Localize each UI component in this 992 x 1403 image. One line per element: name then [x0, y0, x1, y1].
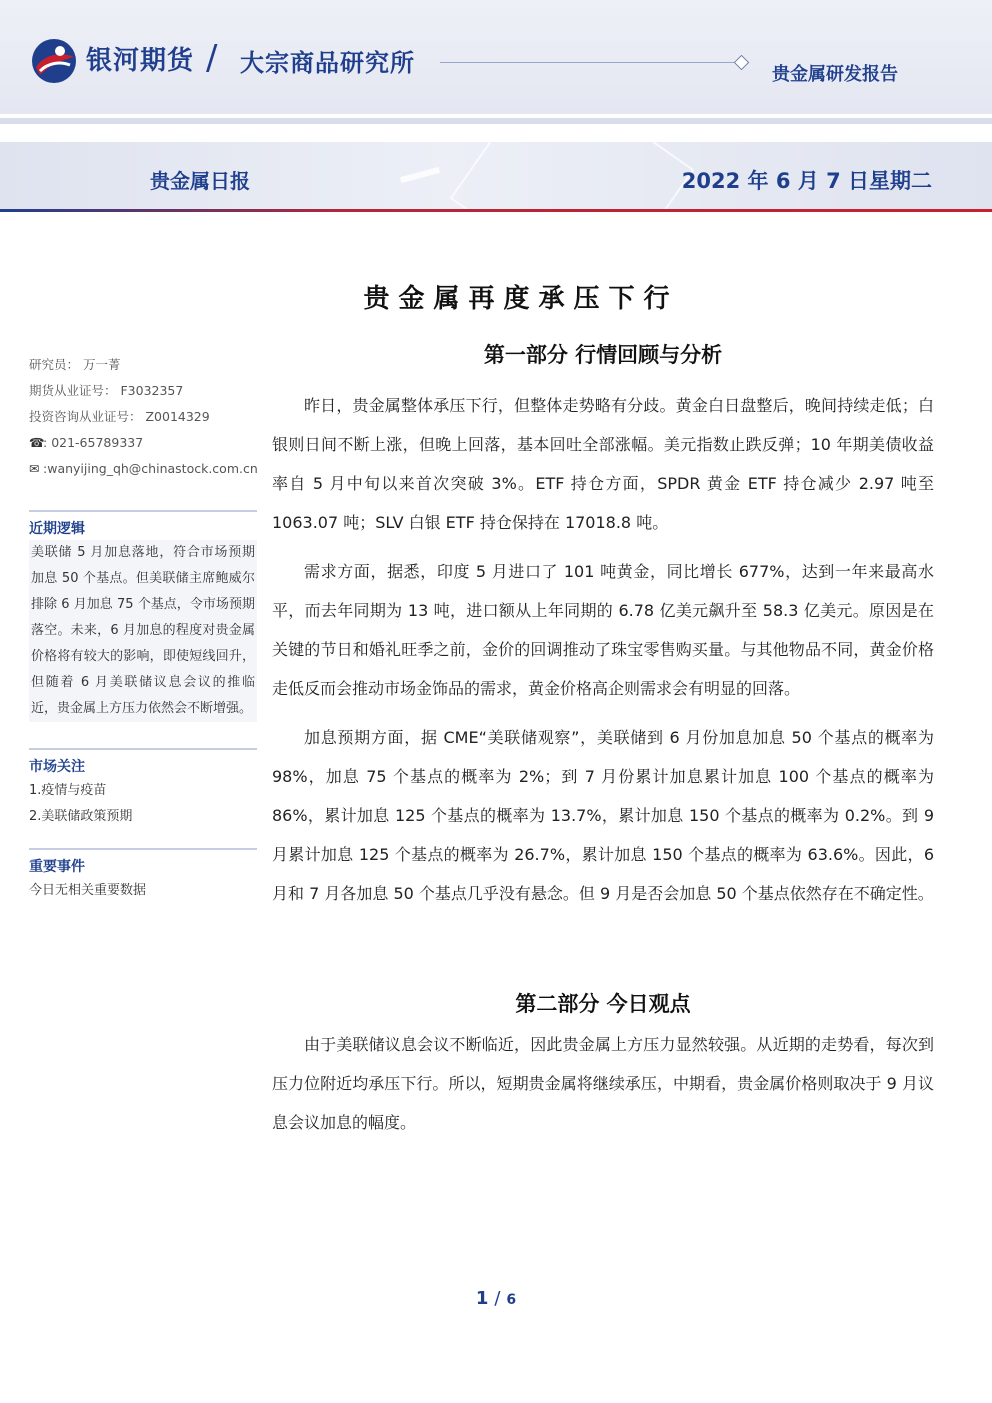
header-slash: /	[206, 38, 218, 78]
sidebar	[29, 352, 257, 904]
paragraph: 加息预期方面，据 CME“美联储观察”，美联储到 6 月份加息加息 50 个基点的概率为 98%，加息 75 个基点的概率为 2%；到 7 月份累计加息累计加息 100 个基点的概率为 86%，累计加息 125 个基点的概率为 13.7%，累计加息 150 个基点的概率为 0.2%。到 9 月累计加息 125 个基点的概率为 26.7%，累计加息 150 个基点的概率为 63.6%。因此，6 月和 7 月各加息 50 个基点几乎没有悬念。但 9 月是否会加息 50 个基点依然存在不确定性。	[272, 728, 934, 903]
main-content	[272, 336, 934, 1142]
events-block	[29, 848, 257, 904]
page-number	[0, 1288, 992, 1309]
paragraph: 昨日，贵金属整体承压下行，但整体走势略有分歧。黄金白日盘整后，晚间持续走低；白银则日间不断上涨，但晚上回落，基本回吐全部涨幅。美元指数止跌反弹；10 年期美债收益率自 5 月中旬以来首次突破 3%。ETF 持仓方面，SPDR 黄金 ETF 持仓减少 2.97 吨至 1063.07 吨；SLV 白银 ETF 持仓保持在 17018.8 吨。	[272, 396, 934, 532]
paragraph: 由于美联储议息会议不断临近，因此贵金属上方压力显然较强。从近期的走势看，每次到压力位附近均承压下行。所以，短期贵金属将继续承压，中期看，贵金属价格则取决于 9 月议息会议加息的幅度。	[272, 1035, 934, 1132]
researcher: 研究员： 万一菁	[29, 357, 121, 372]
header-divider	[440, 62, 735, 63]
paragraph: 需求方面，据悉，印度 5 月进口了 101 吨黄金，同比增长 677%，达到一年来最高水平，而去年同期为 13 吨，进口额从上年同期的 6.78 亿美元飙升至 58.3 亿美元。原因是在关键的节日和婚礼旺季之前，金价的回调推动了珠宝零售购买量。与其他物品不同，黄金价格走低反而会推动市场金饰品的需求，黄金价格高企则需求会有明显的回落。	[272, 562, 934, 698]
license-number: 期货从业证号： F3032357	[29, 383, 184, 398]
section-heading: 第二部分 今日观点	[515, 992, 691, 1016]
document-title: 贵金属再度承压下行	[363, 284, 679, 314]
researcher-info	[29, 352, 257, 482]
logo-icon	[30, 37, 78, 85]
company-name: 银河期货	[86, 46, 195, 76]
header-strip	[0, 118, 992, 124]
logic-block	[29, 510, 257, 722]
report-date: 2022 年 6 月 7 日星期二	[681, 169, 932, 193]
banner-rule	[0, 209, 992, 212]
institute-name: 大宗商品研究所	[240, 49, 415, 77]
focus-block	[29, 748, 257, 830]
email-row: ✉ :wanyijing_qh@chinastock.com.cn	[29, 456, 257, 482]
phone-row: ☎: 021-65789337	[29, 430, 257, 456]
banner-title: 贵金属日报	[150, 169, 250, 193]
email-link[interactable]: wanyijing_qh@chinastock.com.cn	[47, 461, 258, 476]
page-separator: /	[494, 1288, 501, 1309]
events-body: 今日无相关重要数据	[29, 883, 147, 898]
phone-icon: ☎	[29, 435, 45, 450]
total-pages: 6	[506, 1292, 517, 1308]
current-page: 1	[475, 1288, 489, 1309]
section-heading: 第一部分 行情回顾与分析	[483, 343, 723, 367]
phone-number: 021-65789337	[51, 435, 144, 450]
logic-body: 美联储 5 月加息落地，符合市场预期加息 50 个基点。但美联储主席鲍威尔排除 6 月加息 75 个基点，令市场预期落空。未来，6 月加息的程度对贵金属价格将有较大的影响，即使短线回升，但随着 6 月美联储议息会议的推临近，贵金属上方压力依然会不断增强。	[29, 540, 257, 722]
report-type: 贵金属研发报告	[772, 64, 898, 85]
list-item: 1.疫情与疫苗	[29, 783, 107, 798]
mail-icon: ✉	[29, 461, 40, 476]
events-heading: 重要事件	[29, 848, 257, 878]
consult-number: 投资咨询从业证号： Z0014329	[29, 409, 210, 424]
focus-heading: 市场关注	[29, 748, 257, 778]
logic-heading: 近期逻辑	[29, 510, 257, 540]
focus-list	[29, 778, 257, 830]
list-item: 2.美联储政策预期	[29, 809, 133, 824]
